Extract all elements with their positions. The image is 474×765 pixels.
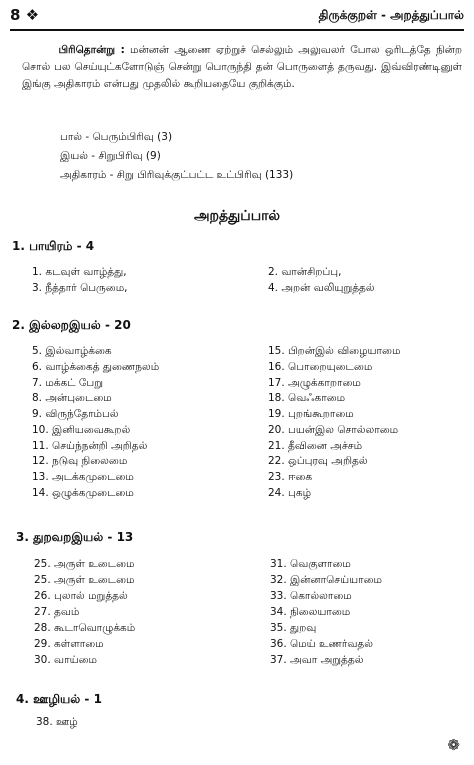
chapter-item: 15. பிறன்இல் விழையாமை — [268, 345, 401, 357]
chapter-item: 25. அருள் உடைமை — [34, 558, 135, 570]
chapter-item: 29. கள்ளாமை — [34, 638, 104, 650]
chapter-item: 28. கூடாவொழுக்கம் — [34, 622, 136, 634]
chapter-item: 17. அழுக்காறாமை — [268, 376, 361, 389]
section-heading: 1. பாயிரம் - 4 — [12, 239, 95, 253]
chapter-item: 26. புலால் மறுத்தல் — [34, 590, 128, 602]
chapter-item: 2. வான்சிறப்பு, — [268, 266, 342, 278]
chapter-column-left — [32, 264, 128, 296]
chapter-item: 36. மெய் உணர்வதல் — [270, 638, 373, 650]
chapter-item: 33. கொல்லாமை — [270, 590, 352, 602]
chapter-column-right — [270, 556, 382, 668]
chapter-column-right — [268, 343, 400, 501]
chapter-item: 34. நிலையாமை — [270, 606, 351, 618]
chapter-item: 6. வாழ்க்கைத் துணைநலம் — [32, 360, 160, 373]
chapter-item: 4. அறன் வலியுறுத்தல் — [268, 282, 375, 294]
chapter-column-left — [36, 714, 78, 730]
chapter-item: 1. கடவுள் வாழ்த்து, — [32, 266, 127, 278]
chapter-item: 16. பொறையுடைமை — [268, 360, 373, 373]
chapter-column-left — [34, 556, 135, 668]
chapter-item: 35. துறவு — [270, 622, 317, 634]
classification-list — [60, 128, 293, 185]
chapter-item: 23. ஈகை — [268, 471, 313, 483]
chapter-item: 37. அவா அறுத்தல் — [270, 654, 364, 666]
chapter-item: 24. புகழ் — [268, 486, 312, 499]
chapter-item: 9. விருந்தோம்பல் — [32, 408, 119, 420]
header-rule — [10, 29, 464, 31]
classification-item: அதிகாரம் - சிறு பிரிவுக்குட்பட்ட உட்பிரிவு (133) — [60, 169, 294, 181]
chapter-item: 11. செய்ந்நன்றி அறிதல் — [32, 439, 148, 452]
page-number: 8 ❖ — [10, 6, 40, 24]
running-title: திருக்குறள் - அறத்துப்பால் — [318, 8, 464, 22]
chapter-item: 38. ஊழ் — [36, 716, 78, 728]
chapter-item: 14. ஒழுக்கமுடைமை — [32, 486, 134, 499]
flower-ornament-icon: ❁ — [447, 736, 460, 754]
section-heading: 2. இல்லறஇயல் - 20 — [12, 318, 131, 332]
chapter-item: 3. நீத்தார் பெருமை, — [32, 282, 128, 294]
chapter-item: 13. அடக்கமுடைமை — [32, 471, 134, 483]
chapter-item: 22. ஒப்புரவு அறிதல் — [268, 455, 368, 468]
section-heading: 4. ஊழியல் - 1 — [16, 692, 102, 706]
chapter-item: 18. வெஃகாமை — [268, 392, 346, 405]
chapter-item: 12. நடுவு நிலைமை — [32, 455, 128, 468]
intro-paragraph — [22, 42, 462, 93]
chapter-column-left — [32, 343, 159, 501]
intro-text: மன்னன் ஆணை ஏற்றுச் செல்லும் அலுவலர் போல ஒரிடத்தே நின்ற சொல் பல செய்யுட்களோடுஞ் சென்று பொருந்தி தன் பொருளைத் தருவது. இவ்விரண்டினுள் இங்கு அதிகாரம் என்பது முதலில் கூறியதையே குறிக்கும். — [22, 44, 462, 90]
part-title: அறத்துப்பால் — [193, 208, 281, 224]
chapter-item: 31. வெகுளாமை — [270, 558, 351, 570]
section-heading: 3. துறவறஇயல் - 13 — [16, 530, 134, 544]
classification-item: இயல் - சிறுபிரிவு (9) — [60, 150, 161, 162]
chapter-item: 20. பயன்இல சொல்லாமை — [268, 423, 399, 436]
page-header — [10, 4, 464, 30]
chapter-item: 5. இல்வாழ்க்கை — [32, 345, 112, 357]
chapter-item: 32. இன்னாசெய்யாமை — [270, 574, 382, 586]
chapter-item: 21. தீவினை அச்சம் — [268, 439, 363, 452]
chapter-item: 8. அன்புடைமை — [32, 392, 112, 405]
chapter-item: 25. அருள் உடைமை — [34, 574, 135, 586]
classification-item: பால் - பெரும்பிரிவு (3) — [60, 131, 173, 143]
intro-term: பிரிதொன்று : — [58, 44, 125, 56]
chapter-item: 19. புறங்கூறாமை — [268, 408, 354, 420]
chapter-item: 27. தவம் — [34, 606, 80, 618]
chapter-column-right — [268, 264, 375, 296]
chapter-item: 10. இனியவைகூறல் — [32, 423, 131, 436]
chapter-item: 7. மக்கட் பேறு — [32, 376, 103, 389]
chapter-item: 30. வாய்மை — [34, 654, 97, 666]
